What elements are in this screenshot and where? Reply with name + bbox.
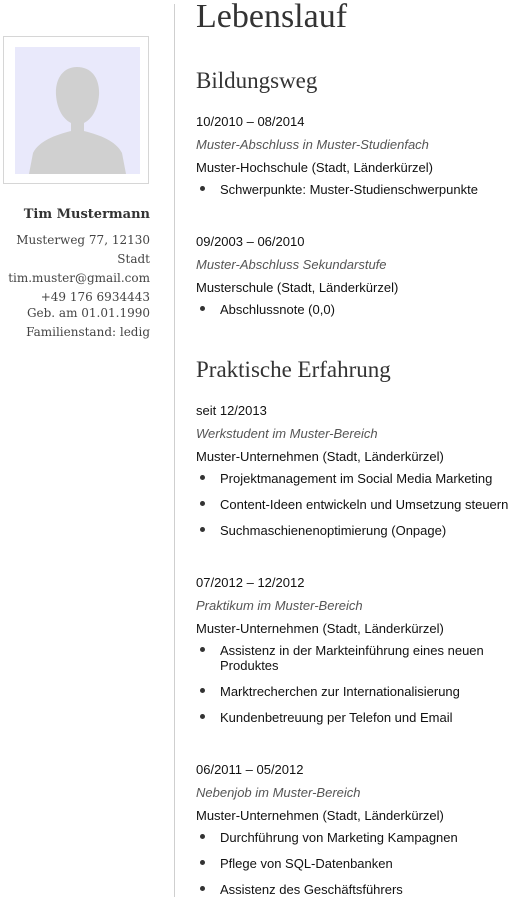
person-silhouette-icon — [15, 47, 140, 174]
list-item: Abschlussnote (0,0) — [196, 302, 519, 317]
entry-organization: Muster-Unternehmen (Stadt, Länderkürzel) — [196, 621, 444, 636]
bullet-icon — [200, 860, 205, 865]
marital-status: Familienstand: ledig — [26, 325, 150, 339]
section-heading-experience: Praktische Erfahrung — [196, 357, 391, 382]
entry-role: Nebenjob im Muster-Bereich — [196, 785, 361, 800]
list-item: Pflege von SQL-Datenbanken — [196, 856, 519, 871]
entry-dates: 07/2012 – 12/2012 — [196, 575, 305, 590]
entry-bullets — [196, 643, 519, 725]
bullet-icon — [200, 834, 205, 839]
bullet-icon — [200, 475, 205, 480]
list-item: Kundenbetreuung per Telefon und Email — [196, 710, 519, 725]
avatar-placeholder — [15, 47, 140, 174]
bullet-icon — [200, 186, 205, 191]
address: Musterweg 77, 12130 Stadt — [16, 233, 150, 266]
entry-bullets — [196, 302, 519, 317]
entry-dates: seit 12/2013 — [196, 403, 267, 418]
education-entry — [196, 113, 519, 208]
bullet-icon — [200, 714, 205, 719]
entry-role: Muster-Abschluss in Muster-Studienfach — [196, 137, 429, 152]
page-title: Lebenslauf — [196, 0, 348, 35]
bullet-icon — [200, 306, 205, 311]
list-item: Schwerpunkte: Muster-Studienschwerpunkte — [196, 182, 519, 197]
list-item: Durchführung von Marketing Kampagnen — [196, 830, 519, 845]
entry-bullets — [196, 471, 519, 538]
bullet-icon — [200, 886, 205, 891]
entry-role: Muster-Abschluss Sekundarstufe — [196, 257, 387, 272]
entry-dates: 06/2011 – 05/2012 — [196, 762, 304, 777]
personal-block — [0, 304, 150, 342]
bullet-icon — [200, 688, 205, 693]
list-item: Marktrecherchen zur Internationalisierung — [196, 684, 519, 699]
bullet-icon — [200, 647, 205, 652]
entry-bullets — [196, 830, 519, 897]
birth-date: Geb. am 01.01.1990 — [26, 306, 150, 320]
bullet-icon — [200, 527, 205, 532]
person-name: Tim Mustermann — [23, 207, 150, 222]
list-item: Projektmanagement im Social Media Marketing — [196, 471, 519, 486]
email: tim.muster@gmail.com — [8, 271, 150, 285]
experience-entry — [196, 761, 519, 908]
experience-entry — [196, 574, 519, 736]
bullet-icon — [200, 501, 205, 506]
list-item: Suchmaschienenoptimierung (Onpage) — [196, 523, 519, 538]
sidebar — [0, 0, 160, 901]
entry-role: Werkstudent im Muster-Bereich — [196, 426, 378, 441]
list-item: Assistenz in der Markteinführung eines neuen Produktes — [196, 643, 519, 673]
column-divider — [174, 4, 175, 897]
education-entry — [196, 233, 519, 328]
entry-bullets — [196, 182, 519, 197]
experience-entry — [196, 402, 519, 549]
entry-organization: Muster-Unternehmen (Stadt, Länderkürzel) — [196, 449, 444, 464]
profile-photo — [3, 36, 149, 184]
entry-organization: Muster-Hochschule (Stadt, Länderkürzel) — [196, 160, 433, 175]
entry-organization: Musterschule (Stadt, Länderkürzel) — [196, 280, 399, 295]
entry-dates: 09/2003 – 06/2010 — [196, 234, 305, 249]
list-item: Assistenz des Geschäftsführers — [196, 882, 519, 897]
list-item: Content-Ideen entwickeln und Umsetzung steuern — [196, 497, 519, 512]
entry-role: Praktikum im Muster-Bereich — [196, 598, 363, 613]
section-heading-education: Bildungsweg — [196, 68, 318, 93]
contact-block — [0, 231, 150, 307]
entry-organization: Muster-Unternehmen (Stadt, Länderkürzel) — [196, 808, 444, 823]
entry-dates: 10/2010 – 08/2014 — [196, 114, 305, 129]
phone: +49 176 6934443 — [40, 290, 150, 304]
